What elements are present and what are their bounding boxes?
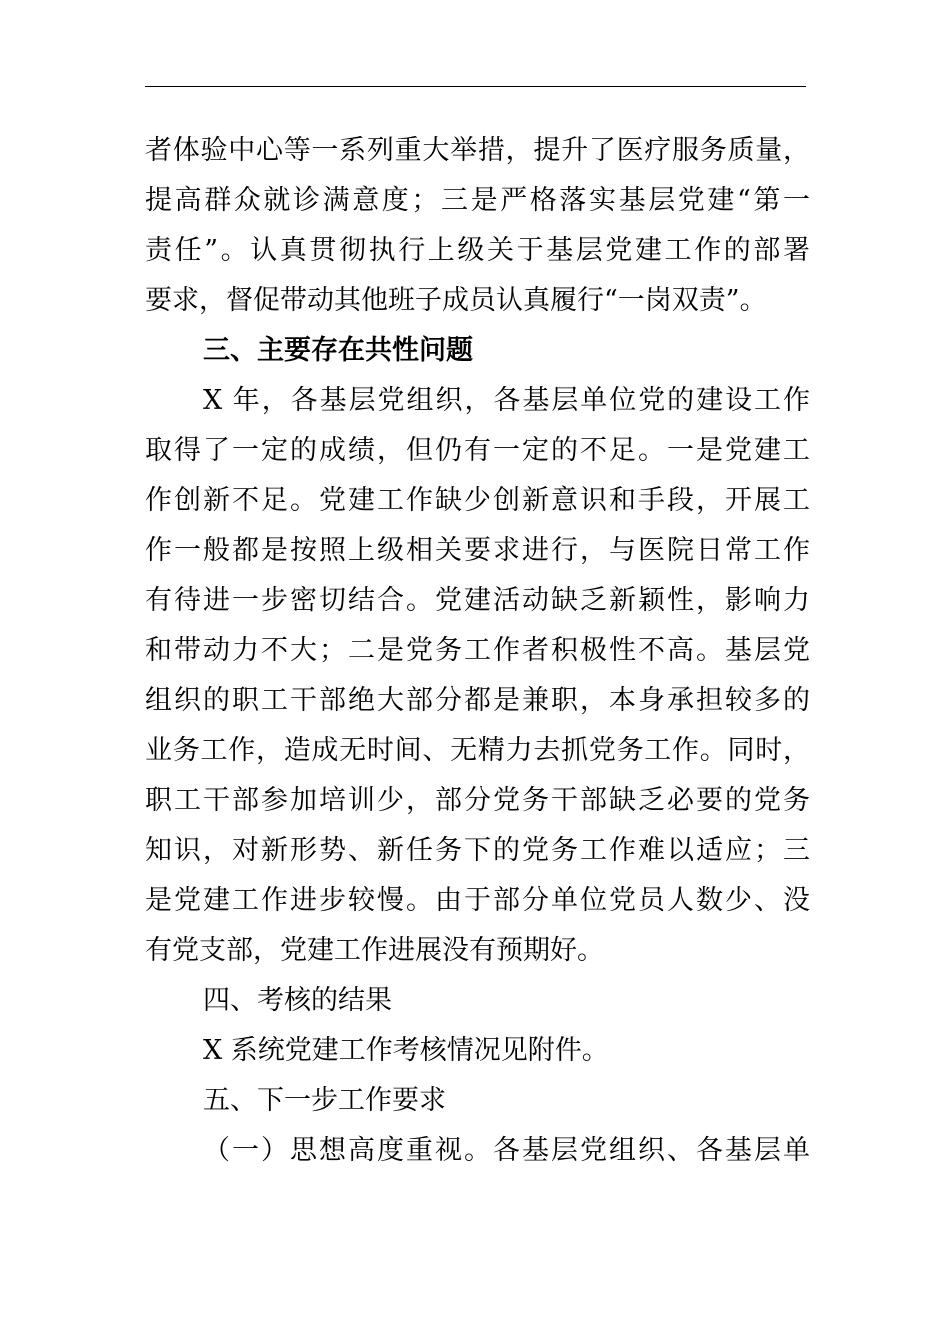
text-line: 业务工作，造成无时间、无精力去抓党务工作。同时，	[145, 735, 810, 766]
text-line: 职工干部参加培训少，部分党务干部缺乏必要的党务	[145, 785, 810, 816]
text-line: X 年，各基层党组织，各基层单位党的建设工作	[203, 385, 810, 416]
paragraph-results	[145, 1026, 810, 1076]
text-line: 组织的职工干部绝大部分都是兼职，本身承担较多的	[145, 685, 810, 716]
text-line: X 系统党建工作考核情况见附件。	[203, 1035, 609, 1066]
section-heading-problems	[145, 326, 810, 376]
text-line: 是党建工作进步较慢。由于部分单位党员人数少、没	[145, 885, 810, 916]
text-line: 提高群众就诊满意度；三是严格落实基层党建“第一	[145, 185, 810, 216]
text-line: 取得了一定的成绩，但仍有一定的不足。一是党建工	[145, 435, 810, 466]
section-heading-results	[145, 976, 810, 1026]
text-line: 知识，对新形势、新任务下的党务工作难以适应；三	[145, 835, 810, 866]
heading-text: 五、下一步工作要求	[203, 1085, 446, 1116]
text-line: 和带动力不大；二是党务工作者积极性不高。基层党	[145, 635, 810, 666]
heading-text: 四、考核的结果	[203, 985, 392, 1016]
paragraph-next-steps	[145, 1126, 810, 1176]
text-line: 有待进一步密切结合。党建活动缺乏新颖性，影响力	[145, 585, 810, 616]
text-line: （一）思想高度重视。各基层党组织、各基层单	[203, 1135, 810, 1166]
text-line: 有党支部，党建工作进展没有预期好。	[145, 935, 604, 966]
paragraph-continuation	[145, 126, 810, 326]
text-line: 者体验中心等一系列重大举措，提升了医疗服务质量，	[145, 135, 810, 166]
text-line: 责任”。认真贯彻执行上级关于基层党建工作的部署	[145, 235, 810, 266]
section-heading-next-steps	[145, 1076, 810, 1126]
heading-text: 三、主要存在共性问题	[203, 335, 473, 366]
text-line: 作一般都是按照上级相关要求进行，与医院日常工作	[145, 535, 810, 566]
text-line: 作创新不足。党建工作缺少创新意识和手段，开展工	[145, 485, 810, 516]
text-line: 要求，督促带动其他班子成员认真履行“一岗双责”。	[145, 285, 767, 316]
paragraph-problems	[145, 376, 810, 976]
document-body	[145, 126, 810, 1176]
header-rule	[145, 86, 806, 87]
